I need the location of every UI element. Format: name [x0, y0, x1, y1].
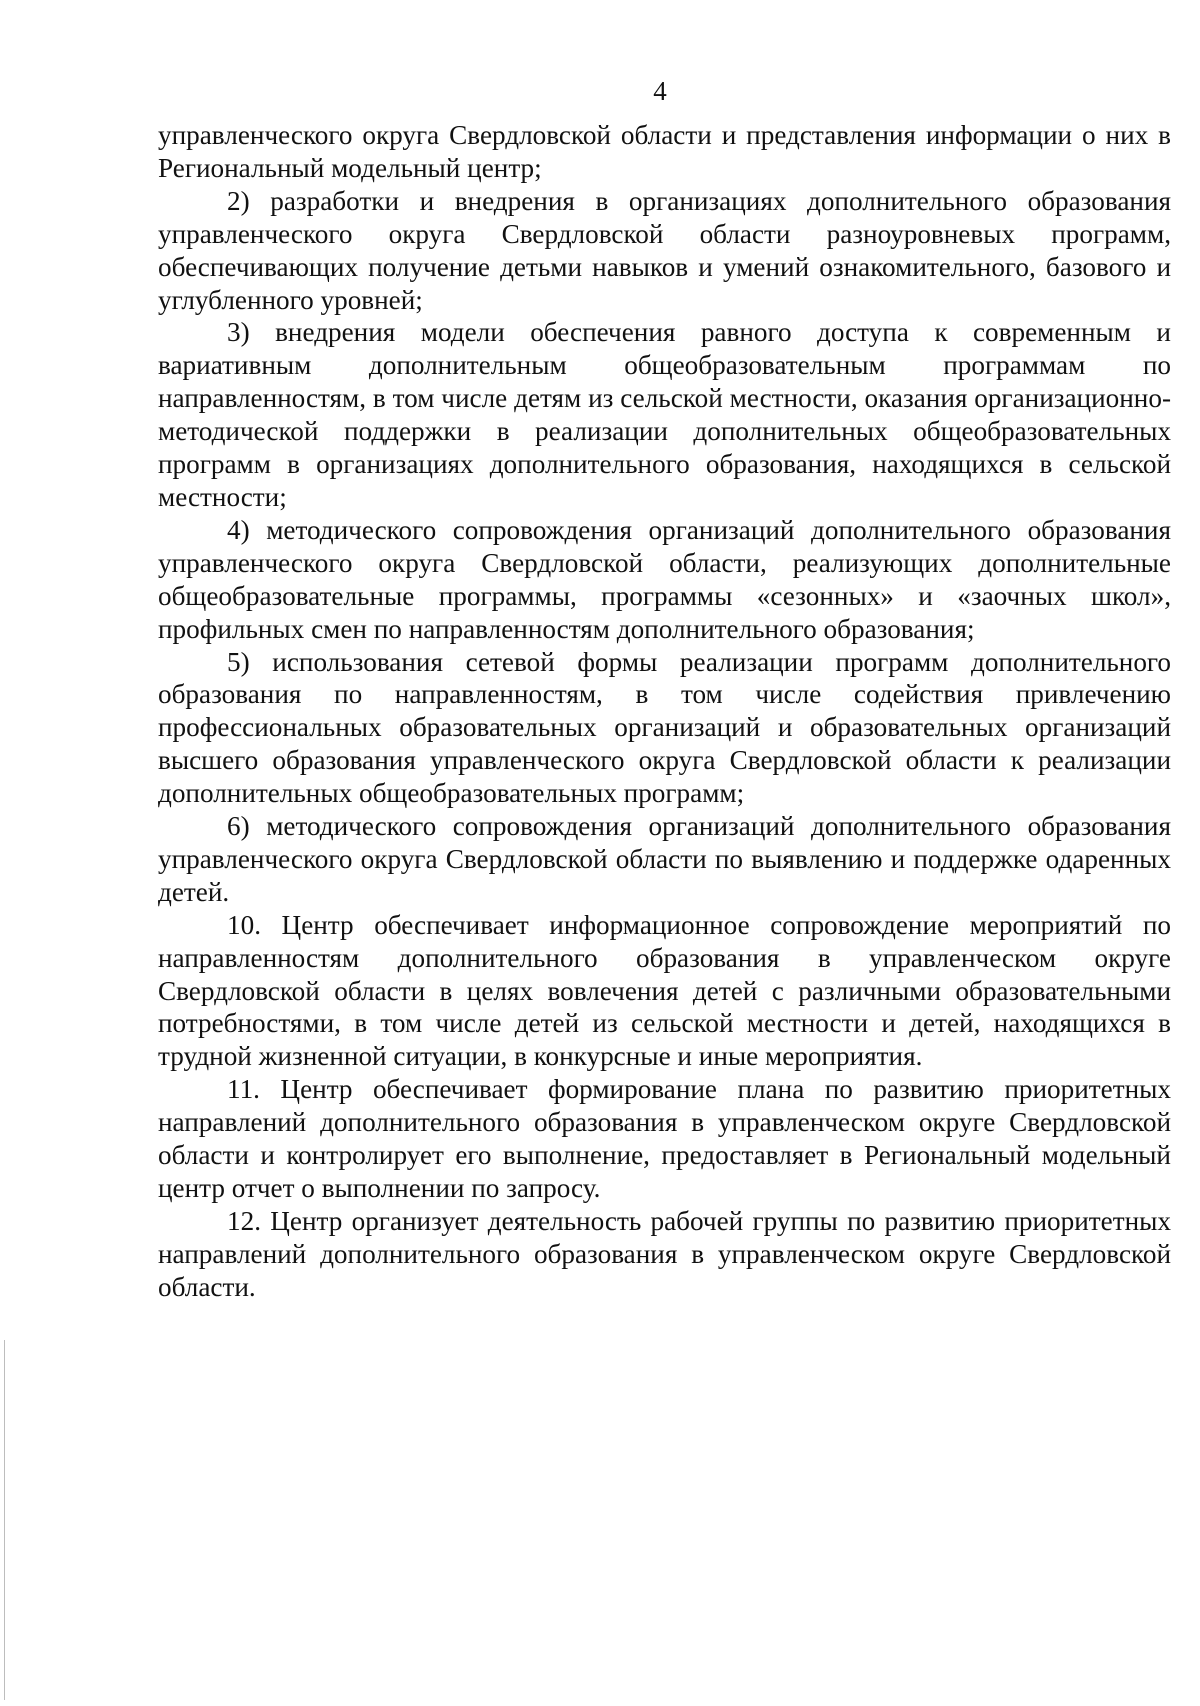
scan-edge-line [4, 1340, 5, 1700]
clause-11: 11. Центр обеспечивает формирование плана по развитию приоритетных направлений дополнительного образования в управленческом округе Свердловской области и контролирует его выполнение, предоставляет в Региональный модельный центр отчет о выполнении по запросу. [158, 1074, 1171, 1203]
document-body [158, 119, 1171, 1304]
clause-10: 10. Центр обеспечивает информационное сопровождение мероприятий по направленностям дополнительного образования в управленческом округе Свердловской области в целях вовлечения детей с различными образовательными потребностями, в том числе детей из сельской местности и детей, находящихся в трудной жизненной ситуации, в конкурсные и иные мероприятия. [158, 909, 1171, 1072]
list-item-6: 6) методического сопровождения организаций дополнительного образования управленческого округа Свердловской области по выявлению и поддержке одаренных детей. [158, 811, 1171, 907]
list-item-2: 2) разработки и внедрения в организациях дополнительного образования управленческого округа Свердловской области разноуровневых программ, обеспечивающих получение детьми навыков и умений ознакомительного, базового и углубленного уровней; [158, 185, 1171, 315]
page-number: 4 [653, 76, 667, 106]
list-item-5: 5) использования сетевой формы реализации программ дополнительного образования по направленностям, в том числе содействия привлечению профессиональных образовательных организаций и образовательных организаций высшего образования управленческого округа Свердловской области к реализации дополнительных общеобразовательных программ; [158, 646, 1171, 809]
list-item-3: 3) внедрения модели обеспечения равного доступа к современным и вариативным дополнительным общеобразовательным программам по направленностям, в том числе детям из сельской местности, оказания организационно-методической поддержки в реализации дополнительных общеобразовательных программ в организациях дополнительного образования, находящихся в сельской местности; [158, 317, 1171, 512]
list-item-4: 4) методического сопровождения организаций дополнительного образования управленческого округа Свердловской области, реализующих дополнительные общеобразовательные программы, программы «сезонных» и «заочных школ», профильных смен по направленностям дополнительного образования; [158, 514, 1171, 644]
clause-12: 12. Центр организует деятельность рабочей группы по развитию приоритетных направлений дополнительного образования в управленческом округе Свердловской области. [158, 1205, 1171, 1302]
paragraph-continuation: управленческого округа Свердловской области и представления информации о них в Региональный модельный центр; [158, 120, 1171, 183]
